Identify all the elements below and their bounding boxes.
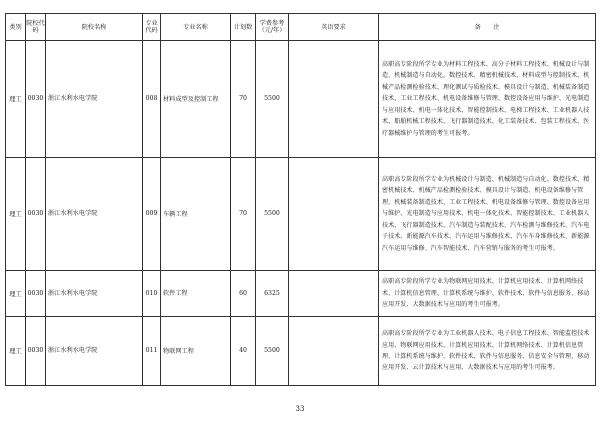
cell-school-name: 浙江水利水电学院 [46, 41, 143, 158]
cell-school-name: 浙江水利水电学院 [46, 271, 143, 317]
cell-language [289, 271, 379, 317]
cell-school-code: 0030 [26, 158, 46, 271]
cell-plan: 70 [231, 158, 256, 271]
cell-plan: 40 [231, 317, 256, 386]
header-plan: 计划数 [231, 14, 256, 41]
cell-plan: 60 [231, 271, 256, 317]
cell-tuition: 5500 [256, 158, 289, 271]
cell-category: 理工 [6, 271, 26, 317]
header-notes: 备 注 [379, 14, 596, 41]
cell-tuition: 5500 [256, 41, 289, 158]
header-major-code: 专业代码 [143, 14, 161, 41]
cell-notes: 高职高专阶段所学专业为物联网应用技术、计算机应用技术、计算机网络技术、计算机信息管理、计算机系统与维护、软件技术、软件与信息服务、移动应用开发、大数据技术与应用的考生可报考。 [379, 271, 596, 317]
cell-major-code: 011 [143, 317, 161, 386]
header-major-name: 专业名称 [161, 14, 231, 41]
table-row [6, 317, 596, 386]
cell-category: 理工 [6, 317, 26, 386]
header-tuition: 学费参考（元/年） [256, 14, 289, 41]
cell-school-code: 0030 [26, 41, 46, 158]
cell-notes: 高职高专阶段所学专业为工业机器人技术、电子信息工程技术、智能监控技术应用、物联网应用技术、计算机应用技术、计算机网络技术、计算机信息管理、计算机系统与维护、软件技术、软件与信息服务、信息安全与管理、移动应用开发、云计算技术与应用、大数据技术与应用的考生可报考。 [379, 317, 596, 386]
cell-major-name: 物联网工程 [161, 317, 231, 386]
cell-major-name: 车辆工程 [161, 158, 231, 271]
cell-category: 理工 [6, 158, 26, 271]
cell-school-code: 0030 [26, 317, 46, 386]
header-school-name: 院校名称 [46, 14, 143, 41]
cell-major-name: 软件工程 [161, 271, 231, 317]
cell-major-name: 材料成型及控制工程 [161, 41, 231, 158]
header-category: 类别 [6, 14, 26, 41]
cell-language [289, 158, 379, 271]
page-number: 33 [295, 405, 305, 413]
header-school-code: 院校代码 [26, 14, 46, 41]
table-row [6, 41, 596, 158]
enrollment-table [5, 13, 596, 386]
table-row [6, 271, 596, 317]
cell-major-code: 010 [143, 271, 161, 317]
header-row [6, 14, 596, 41]
cell-notes: 高职高专阶段所学专业为机械设计与制造、机械制造与自动化、数控技术、精密机械技术、机械产品检测检验技术、模具设计与制造、机电设备维修与管理、机械装备制造技术、工业工程技术、机电设备维修与管理、数控设备应用与维护、光电制造与应用技术、机电一体化技术、智能控制技术、工业机器人技术、飞行器制造技术、汽车制造与装配技术、汽车检测与维修技术、汽车电子技术、新能源汽车技术、汽车运用与维修技术、汽车车身维修技术、新能源汽车运用与维修、汽车智能技术、汽车营销与服务的考生可报考。 [379, 158, 596, 271]
cell-school-name: 浙江水利水电学院 [46, 317, 143, 386]
cell-language [289, 317, 379, 386]
header-language: 英语要求 [289, 14, 379, 41]
cell-notes: 高职高专阶段所学专业为材料工程技术、高分子材料工程技术、机械设计与制造、机械制造与自动化、数控技术、精密机械技术、材料成型与控制技术、机械产品检测检验技术、理化测试与质检技术、模具设计与制造、机械装备制造技术、工业工程技术、机电设备维修与管理、数控设备应用与维护、光电制造与应用技术、机电一体化技术、智能控制技术、电梯工程技术、工业机器人技术、船舶机械工程技术、飞行器制造技术、化工装备技术、包装工程技术、医疗器械维护与管理的考生可报考。 [379, 41, 596, 158]
cell-category: 理工 [6, 41, 26, 158]
cell-school-code: 0030 [26, 271, 46, 317]
cell-tuition: 5500 [256, 317, 289, 386]
cell-major-code: 009 [143, 158, 161, 271]
cell-plan: 70 [231, 41, 256, 158]
cell-major-code: 008 [143, 41, 161, 158]
cell-school-name: 浙江水利水电学院 [46, 158, 143, 271]
cell-tuition: 6325 [256, 271, 289, 317]
table-row [6, 158, 596, 271]
cell-language [289, 41, 379, 158]
